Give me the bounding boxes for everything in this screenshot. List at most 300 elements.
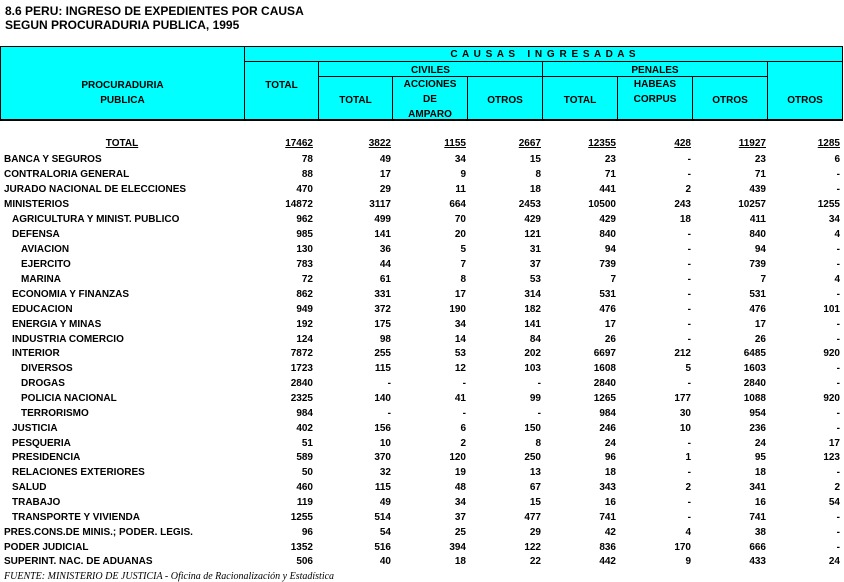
row-value [770,406,840,421]
row-value [770,227,840,242]
row-value-text: 984 [599,408,616,419]
row-value [471,421,541,436]
table-row [0,540,843,555]
row-value-text: 12355 [588,138,616,149]
row-value [321,540,391,555]
row-value-text: 17 [604,319,616,330]
row-value-text: 516 [374,542,391,553]
row-label: INTERIOR [12,348,60,359]
row-value [396,540,466,555]
row-value-text: 98 [379,334,391,345]
row-value-text: 949 [296,304,313,315]
row-value-text: 16 [604,497,616,508]
row-value-text: 1265 [593,393,616,404]
row-label: MARINA [21,274,61,285]
row-label: CONTRALORIA GENERAL [4,169,130,180]
row-value-text: 840 [749,229,766,240]
row-value-text: 1255 [817,199,840,210]
row-value [243,272,313,287]
row-value-text: - [462,378,466,389]
row-value-text: 2840 [743,378,766,389]
row-value [321,332,391,347]
row-value-text: - [462,408,466,419]
row-value [546,406,616,421]
row-value-text: 246 [599,423,616,434]
row-value [243,376,313,391]
row-value-text: 103 [524,363,541,374]
row-value [471,480,541,495]
row-value [546,450,616,465]
row-value [396,287,466,302]
row-value [396,242,466,257]
row-label: SUPERINT. NAC. DE ADUANAS [4,556,153,567]
row-value [770,450,840,465]
row-value [621,436,691,451]
row-label: PRESIDENCIA [12,452,81,463]
row-value-text: - [836,169,840,180]
row-value [546,257,616,272]
row-value-text: 14 [454,334,466,345]
row-value [696,406,766,421]
row-value [621,554,691,568]
row-value [471,391,541,406]
row-value-text: - [687,378,691,389]
row-value-text: 48 [454,482,466,493]
row-value [321,182,391,197]
row-value-text: 18 [604,467,616,478]
row-value-text: - [687,244,691,255]
row-value-text: 124 [296,334,313,345]
row-value [396,376,466,391]
row-value [546,302,616,317]
row-value-text: 94 [754,244,766,255]
row-value-text: 38 [754,527,766,538]
row-value-text: - [687,229,691,240]
table-row [0,227,843,242]
row-value-text: 9 [685,556,691,567]
row-value-text: 314 [524,289,541,300]
row-value-text: 506 [296,556,313,567]
row-value-text: - [836,363,840,374]
row-value-text: 41 [454,393,466,404]
row-value [471,332,541,347]
row-value-text: 84 [529,334,541,345]
row-value [770,136,840,151]
row-value [471,317,541,332]
row-value-text: 50 [301,467,313,478]
row-value [396,480,466,495]
row-value [243,287,313,302]
table-body [0,122,843,568]
row-value-text: 101 [823,304,840,315]
row-value-text: 343 [599,482,616,493]
row-value [621,376,691,391]
row-value-text: 370 [374,452,391,463]
row-label: TOTAL [105,138,139,149]
row-value-text: 499 [374,214,391,225]
row-value-text: 1603 [743,363,766,374]
row-value-text: 7 [760,274,766,285]
row-value [621,450,691,465]
row-value [396,167,466,182]
row-value-text: 17 [454,289,466,300]
row-value [471,510,541,525]
row-value [696,376,766,391]
row-value-text: 664 [449,199,466,210]
row-value [243,510,313,525]
row-value-text: 12 [454,363,466,374]
row-value-text: 3117 [369,199,391,210]
row-label: ENERGIA Y MINAS [12,319,102,330]
row-value [321,302,391,317]
row-value-text: 411 [749,214,766,225]
row-value-text: 16 [754,497,766,508]
row-value [621,152,691,167]
row-value-text: - [687,512,691,523]
row-value-text: 8 [460,274,466,285]
table-row [0,510,843,525]
row-value [546,227,616,242]
row-value-text: - [687,274,691,285]
row-value [546,525,616,540]
row-value-text: - [836,512,840,523]
row-value-text: 175 [374,319,391,330]
row-label: SALUD [12,482,47,493]
row-value-text: 2453 [518,199,541,210]
row-value [396,391,466,406]
row-value-text: - [836,244,840,255]
row-value [243,495,313,510]
row-value-text: 23 [604,154,616,165]
header-habeas-line: CORPUS [633,94,677,105]
row-value-text: 99 [529,393,541,404]
row-value-text: 10257 [738,199,766,210]
row-value [770,346,840,361]
row-value-text: 15 [529,497,541,508]
row-value [471,450,541,465]
row-value-text: 192 [296,319,313,330]
row-value [243,227,313,242]
row-value-text: 4 [834,274,840,285]
row-value-text: 372 [374,304,391,315]
table-row [0,406,843,421]
row-value-text: 840 [599,229,616,240]
table-row [0,242,843,257]
row-value [243,554,313,568]
row-value-text: 1255 [290,512,313,523]
row-label: TRABAJO [12,497,61,508]
row-value [471,167,541,182]
row-value-text: 8 [535,169,541,180]
row-value-text: 96 [301,527,313,538]
table-row [0,152,843,167]
row-value [770,167,840,182]
row-value [770,152,840,167]
row-value-text: 236 [749,423,766,434]
table-row [0,421,843,436]
row-value [696,510,766,525]
row-value-text: 24 [828,556,840,567]
row-value-text: 470 [296,184,313,195]
row-value-text: 1088 [743,393,766,404]
row-value-text: 531 [749,289,766,300]
row-value-text: 18 [529,184,541,195]
row-value-text: 34 [454,154,466,165]
row-label: EJERCITO [21,259,71,270]
row-value-text: 150 [524,423,541,434]
row-value [396,317,466,332]
table-row [0,346,843,361]
row-value-text: - [537,408,541,419]
row-value-text: 10 [679,423,691,434]
row-value [243,197,313,212]
row-value [546,391,616,406]
row-value-text: 130 [296,244,313,255]
row-value-text: 7 [610,274,616,285]
row-value [696,182,766,197]
row-value-text: 2 [834,482,840,493]
row-value [770,257,840,272]
row-value [770,317,840,332]
row-value [621,361,691,376]
row-value [396,272,466,287]
row-value [321,376,391,391]
row-value [471,540,541,555]
row-value-text: 1608 [593,363,616,374]
row-label: BANCA Y SEGUROS [4,154,102,165]
row-value-text: 18 [679,214,691,225]
row-value [471,136,541,151]
title-line-2: SEGUN PROCURADURIA PUBLICA, 1995 [5,18,240,32]
row-value-text: 141 [524,319,541,330]
row-value [471,257,541,272]
row-value [621,167,691,182]
row-value-text: 182 [524,304,541,315]
row-value [243,242,313,257]
row-value-text: 5 [685,363,691,374]
row-value [243,465,313,480]
row-value-text: 72 [301,274,313,285]
row-value [396,554,466,568]
header-habeas-line: HABEAS [633,79,677,90]
row-value [621,182,691,197]
row-label: JUSTICIA [12,423,58,434]
row-value-text: 51 [301,438,313,449]
row-value [321,495,391,510]
row-label: INDUSTRIA COMERCIO [12,334,124,345]
row-value [243,212,313,227]
row-value [321,242,391,257]
row-value [546,540,616,555]
row-value [621,136,691,151]
row-value [696,272,766,287]
row-value-text: 341 [749,482,766,493]
row-value [546,152,616,167]
row-value [546,332,616,347]
row-value-text: 71 [604,169,616,180]
row-value [396,227,466,242]
row-value-text: 589 [296,452,313,463]
row-value-text: 70 [454,214,466,225]
row-value [243,302,313,317]
row-value-text: - [387,378,391,389]
row-value-text: 94 [604,244,616,255]
row-value [471,376,541,391]
row-value [546,242,616,257]
row-value [546,495,616,510]
table-row [0,525,843,540]
row-value [621,287,691,302]
row-value-text: 2840 [593,378,616,389]
row-value-text: 29 [529,527,541,538]
row-value [770,436,840,451]
row-value [770,361,840,376]
row-value [621,495,691,510]
row-value [546,317,616,332]
row-value-text: 2 [685,482,691,493]
row-label: AGRICULTURA Y MINIST. PUBLICO [12,214,180,225]
table-row [0,197,843,212]
row-value-text: 783 [296,259,313,270]
row-value [546,167,616,182]
row-value-text: 44 [379,259,391,270]
row-value [696,450,766,465]
row-value-text: 15 [529,154,541,165]
row-label: TERRORISMO [21,408,89,419]
row-value [621,421,691,436]
header-civiles-otros: OTROS [487,95,523,106]
row-value [621,540,691,555]
row-value-text: 36 [379,244,391,255]
row-value [471,152,541,167]
row-value-text: 739 [599,259,616,270]
row-value-text: 202 [524,348,541,359]
row-value-text: 4 [685,527,691,538]
row-value-text: 8 [535,438,541,449]
row-value-text: 255 [374,348,391,359]
row-value-text: 123 [823,452,840,463]
row-value [396,436,466,451]
row-value [621,525,691,540]
row-value [321,287,391,302]
row-value [321,510,391,525]
row-value-text: 40 [379,556,391,567]
row-label: JURADO NACIONAL DE ELECCIONES [4,184,187,195]
row-value [546,361,616,376]
row-value-text: 2840 [290,378,313,389]
row-value [243,525,313,540]
row-value [770,391,840,406]
row-value-text: 920 [823,348,840,359]
row-value-text: 141 [374,229,391,240]
row-value-text: 2 [460,438,466,449]
row-value-text: - [687,497,691,508]
row-value-text: 31 [529,244,541,255]
table-row [0,212,843,227]
row-value-text: 394 [449,542,466,553]
row-value [471,212,541,227]
row-value [243,152,313,167]
row-label: RELACIONES EXTERIORES [12,467,145,478]
row-value [321,346,391,361]
table-row [0,436,843,451]
row-value-text: 1 [685,452,691,463]
row-value [396,136,466,151]
row-value-text: 666 [749,542,766,553]
row-value [396,495,466,510]
row-value [243,257,313,272]
row-value [321,167,391,182]
row-value-text: 741 [599,512,616,523]
table-row [0,302,843,317]
row-value [696,197,766,212]
header-acciones-line: ACCIONES [403,79,457,90]
row-value-text: 402 [296,423,313,434]
table-row [0,167,843,182]
header-rule [842,46,843,120]
row-value [243,361,313,376]
row-value [471,287,541,302]
row-value-text: - [537,378,541,389]
row-value [546,376,616,391]
row-value [770,480,840,495]
row-value-text: 862 [296,289,313,300]
row-value-text: 13 [529,467,541,478]
row-value [546,136,616,151]
header-procuraduria [1,78,244,108]
row-value [696,421,766,436]
row-value-text: 954 [749,408,766,419]
row-value-text: 429 [599,214,616,225]
row-value [770,287,840,302]
row-value-text: 156 [374,423,391,434]
row-value [621,302,691,317]
row-value-text: 71 [754,169,766,180]
row-value [770,554,840,568]
row-value-text: 17462 [285,138,313,149]
row-value [321,152,391,167]
table-row [0,332,843,347]
row-value-text: - [836,378,840,389]
row-value-text: 6 [460,423,466,434]
row-value [696,136,766,151]
row-value-text: 119 [296,497,313,508]
row-value [696,391,766,406]
row-value-text: - [836,423,840,434]
row-value [396,361,466,376]
row-label: TRANSPORTE Y VIVIENDA [12,512,140,523]
row-value [471,361,541,376]
row-value [243,421,313,436]
row-value-text: 7 [460,259,466,270]
row-value-text: - [687,304,691,315]
row-value-text: 34 [454,497,466,508]
header-acciones-line: DE [423,94,437,105]
row-value-text: - [836,259,840,270]
row-value [243,317,313,332]
header-penales-otros: OTROS [712,95,748,106]
row-value [770,376,840,391]
row-value-text: 170 [674,542,691,553]
row-value [321,227,391,242]
row-value-text: 250 [524,452,541,463]
row-value [770,332,840,347]
row-value [243,391,313,406]
row-value [546,287,616,302]
row-value [770,302,840,317]
row-value [243,540,313,555]
row-value [696,227,766,242]
